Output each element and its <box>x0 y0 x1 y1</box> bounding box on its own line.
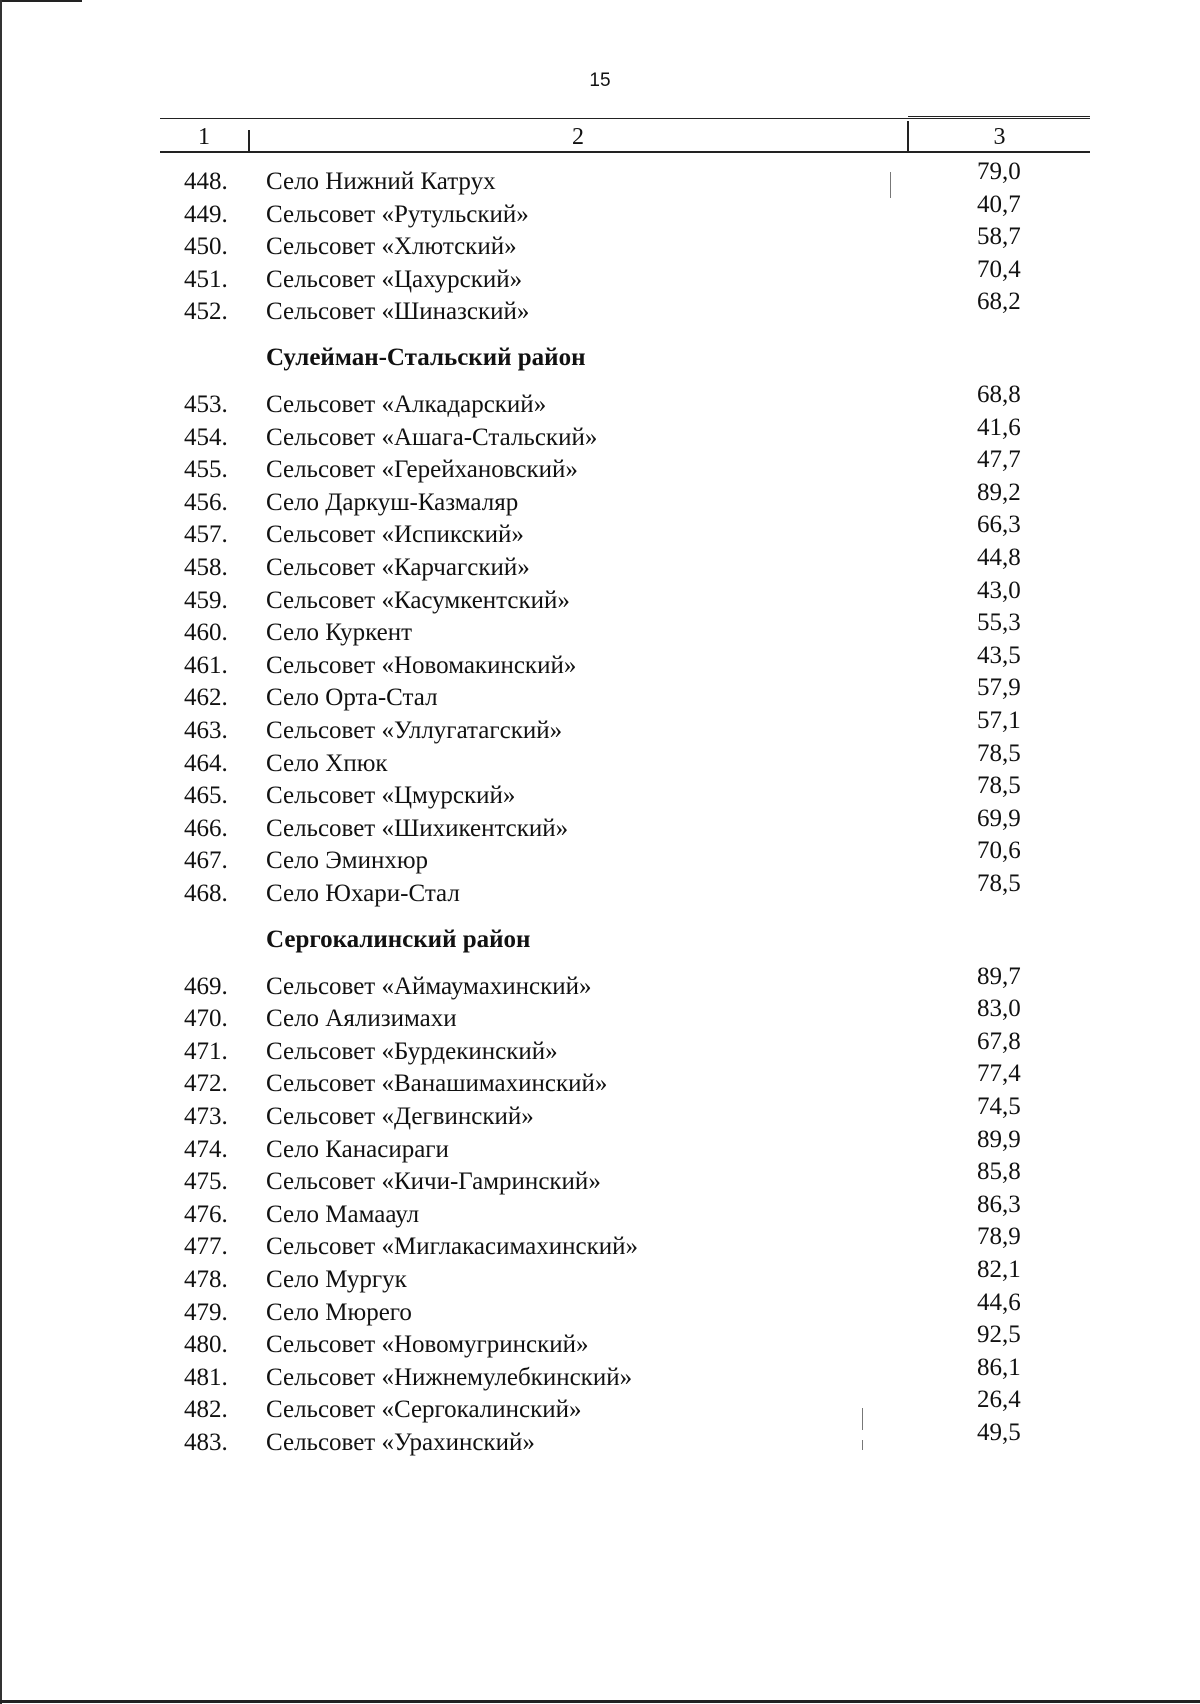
row-value: 85,8 <box>977 1158 1021 1186</box>
settlement-name: Сельсовет «Касумкентский» <box>266 586 570 614</box>
row-number: 475. <box>184 1168 228 1196</box>
row-value: 66,3 <box>977 511 1021 539</box>
row-number: 482. <box>184 1396 228 1424</box>
settlement-name: Сельсовет «Сергокалинский» <box>266 1396 582 1424</box>
row-number: 469. <box>184 972 228 1000</box>
row-number: 476. <box>184 1200 228 1228</box>
row-value: 78,5 <box>977 870 1021 897</box>
row-value: 78,5 <box>977 772 1021 800</box>
row-value: 49,5 <box>977 1419 1021 1446</box>
settlement-name: Сельсовет «Герейхановский» <box>266 456 578 484</box>
row-value: 57,9 <box>977 674 1021 702</box>
settlement-name: Сельсовет «Рутульский» <box>266 200 529 228</box>
row-value: 74,5 <box>977 1093 1021 1120</box>
row-number: 451. <box>184 265 228 293</box>
settlement-name: Село Аялизимахи <box>266 1005 457 1033</box>
settlement-name: Сельсовет «Дегвинский» <box>266 1103 534 1130</box>
row-number: 457. <box>184 521 228 549</box>
row-number: 481. <box>184 1363 228 1391</box>
scan-border-bottom <box>0 1700 1200 1703</box>
settlement-name: Сельсовет «Новомакинский» <box>266 651 577 679</box>
column-header-2: 2 <box>572 124 584 150</box>
row-number: 455. <box>184 456 228 484</box>
row-number: 466. <box>184 814 228 842</box>
row-number: 471. <box>184 1037 228 1065</box>
row-number: 464. <box>184 749 228 777</box>
row-number: 458. <box>184 554 228 581</box>
settlement-name: Сельсовет «Новомугринский» <box>266 1331 589 1359</box>
header-rule-top-right <box>908 116 1090 117</box>
row-value: 57,1 <box>977 707 1021 734</box>
row-value: 44,6 <box>977 1288 1021 1316</box>
row-number: 456. <box>184 488 228 516</box>
row-number: 461. <box>184 651 228 679</box>
settlement-name: Сельсовет «Бурдекинский» <box>266 1037 558 1065</box>
settlement-name: Сельсовет «Кичи-Гамринский» <box>266 1168 601 1196</box>
row-value: 83,0 <box>977 995 1021 1023</box>
row-value: 47,7 <box>977 446 1021 474</box>
row-value: 43,0 <box>977 576 1021 604</box>
row-value: 68,2 <box>977 288 1021 316</box>
settlement-name: Сельсовет «Цахурский» <box>266 265 523 293</box>
scan-border-top <box>0 0 82 2</box>
page-number: 15 <box>589 70 611 91</box>
settlement-name: Село Мюрего <box>266 1298 412 1326</box>
row-value: 67,8 <box>977 1027 1021 1055</box>
row-value: 86,3 <box>977 1190 1021 1218</box>
row-number: 462. <box>184 684 228 712</box>
settlement-name: Село Орта-Стал <box>266 684 438 712</box>
settlement-name: Село Мамааул <box>266 1200 420 1228</box>
settlement-name: Село Канасираги <box>266 1135 449 1163</box>
settlement-name: Село Нижний Катрух <box>266 168 496 195</box>
row-number: 474. <box>184 1135 228 1163</box>
settlement-name: Сельсовет «Уллугатагский» <box>266 717 563 744</box>
settlement-name: Сельсовет «Алкадарский» <box>266 391 547 418</box>
row-number: 465. <box>184 782 228 810</box>
row-value: 41,6 <box>977 413 1021 441</box>
row-value: 44,8 <box>977 544 1021 571</box>
scan-mark <box>862 1440 863 1450</box>
row-number: 450. <box>184 233 228 261</box>
settlement-name: Сельсовет «Шиназский» <box>266 298 530 326</box>
row-number: 463. <box>184 717 228 744</box>
row-value: 58,7 <box>977 223 1021 251</box>
settlement-name: Село Куркент <box>266 619 413 647</box>
row-number: 483. <box>184 1429 228 1456</box>
settlement-name: Сельсовет «Испикский» <box>266 521 524 549</box>
section-heading: Сергокалинский район <box>266 925 531 953</box>
row-value: 68,8 <box>977 381 1021 408</box>
row-number: 452. <box>184 298 228 326</box>
row-value: 86,1 <box>977 1353 1021 1381</box>
settlement-name: Сельсовет «Цмурский» <box>266 782 516 810</box>
row-value: 89,9 <box>977 1125 1021 1153</box>
row-number: 467. <box>184 847 228 875</box>
header-rule-bottom <box>160 151 1090 153</box>
row-value: 43,5 <box>977 641 1021 669</box>
section-heading: Сулейман-Стальский район <box>266 344 586 371</box>
row-value: 82,1 <box>977 1256 1021 1283</box>
row-value: 26,4 <box>977 1386 1021 1414</box>
settlement-name: Село Эминхюр <box>266 847 429 875</box>
settlement-name: Село Мургук <box>266 1266 407 1293</box>
row-number: 472. <box>184 1070 228 1098</box>
row-value: 77,4 <box>977 1060 1021 1088</box>
row-value: 92,5 <box>977 1321 1021 1349</box>
row-number: 468. <box>184 880 228 907</box>
settlement-name: Село Хпюк <box>266 749 388 777</box>
row-value: 40,7 <box>977 190 1021 218</box>
header-rule-top <box>160 118 1090 119</box>
settlement-name: Село Даркуш-Казмаляр <box>266 488 519 516</box>
settlement-name: Сельсовет «Карчагский» <box>266 554 530 581</box>
settlement-name: Сельсовет «Ванашимахинский» <box>266 1070 608 1098</box>
row-value: 70,6 <box>977 837 1021 865</box>
settlement-name: Сельсовет «Нижнемулебкинский» <box>266 1363 633 1391</box>
row-number: 470. <box>184 1005 228 1033</box>
table-row <box>0 288 1200 328</box>
row-number: 480. <box>184 1331 228 1359</box>
row-number: 449. <box>184 200 228 228</box>
row-number: 478. <box>184 1266 228 1293</box>
row-number: 448. <box>184 168 228 195</box>
row-number: 453. <box>184 391 228 418</box>
settlement-name: Сельсовет «Аймаумахинский» <box>266 972 592 1000</box>
settlement-name: Сельсовет «Хлютский» <box>266 233 517 261</box>
scan-mark <box>890 172 891 198</box>
row-value: 70,4 <box>977 255 1021 283</box>
row-number: 479. <box>184 1298 228 1326</box>
row-value: 89,2 <box>977 478 1021 506</box>
row-value: 69,9 <box>977 804 1021 832</box>
settlement-name: Сельсовет «Миглакасимахинский» <box>266 1233 638 1261</box>
row-number: 459. <box>184 586 228 614</box>
row-value: 89,7 <box>977 962 1021 990</box>
column-header-1: 1 <box>198 124 210 150</box>
row-value: 79,0 <box>977 158 1021 185</box>
row-number: 460. <box>184 619 228 647</box>
table-row <box>0 1419 1200 1459</box>
row-number: 477. <box>184 1233 228 1261</box>
settlement-name: Сельсовет «Шихикентский» <box>266 814 569 842</box>
settlement-name: Сельсовет «Урахинский» <box>266 1429 535 1456</box>
row-number: 454. <box>184 423 228 451</box>
column-header-3: 3 <box>993 124 1006 150</box>
scan-mark <box>862 1408 863 1430</box>
row-number: 473. <box>184 1103 228 1130</box>
settlement-name: Село Юхари-Стал <box>266 880 460 907</box>
row-value: 55,3 <box>977 609 1021 637</box>
settlement-name: Сельсовет «Ашага-Стальский» <box>266 423 598 451</box>
table-row <box>0 870 1200 910</box>
row-value: 78,5 <box>977 739 1021 767</box>
row-value: 78,9 <box>977 1223 1021 1251</box>
